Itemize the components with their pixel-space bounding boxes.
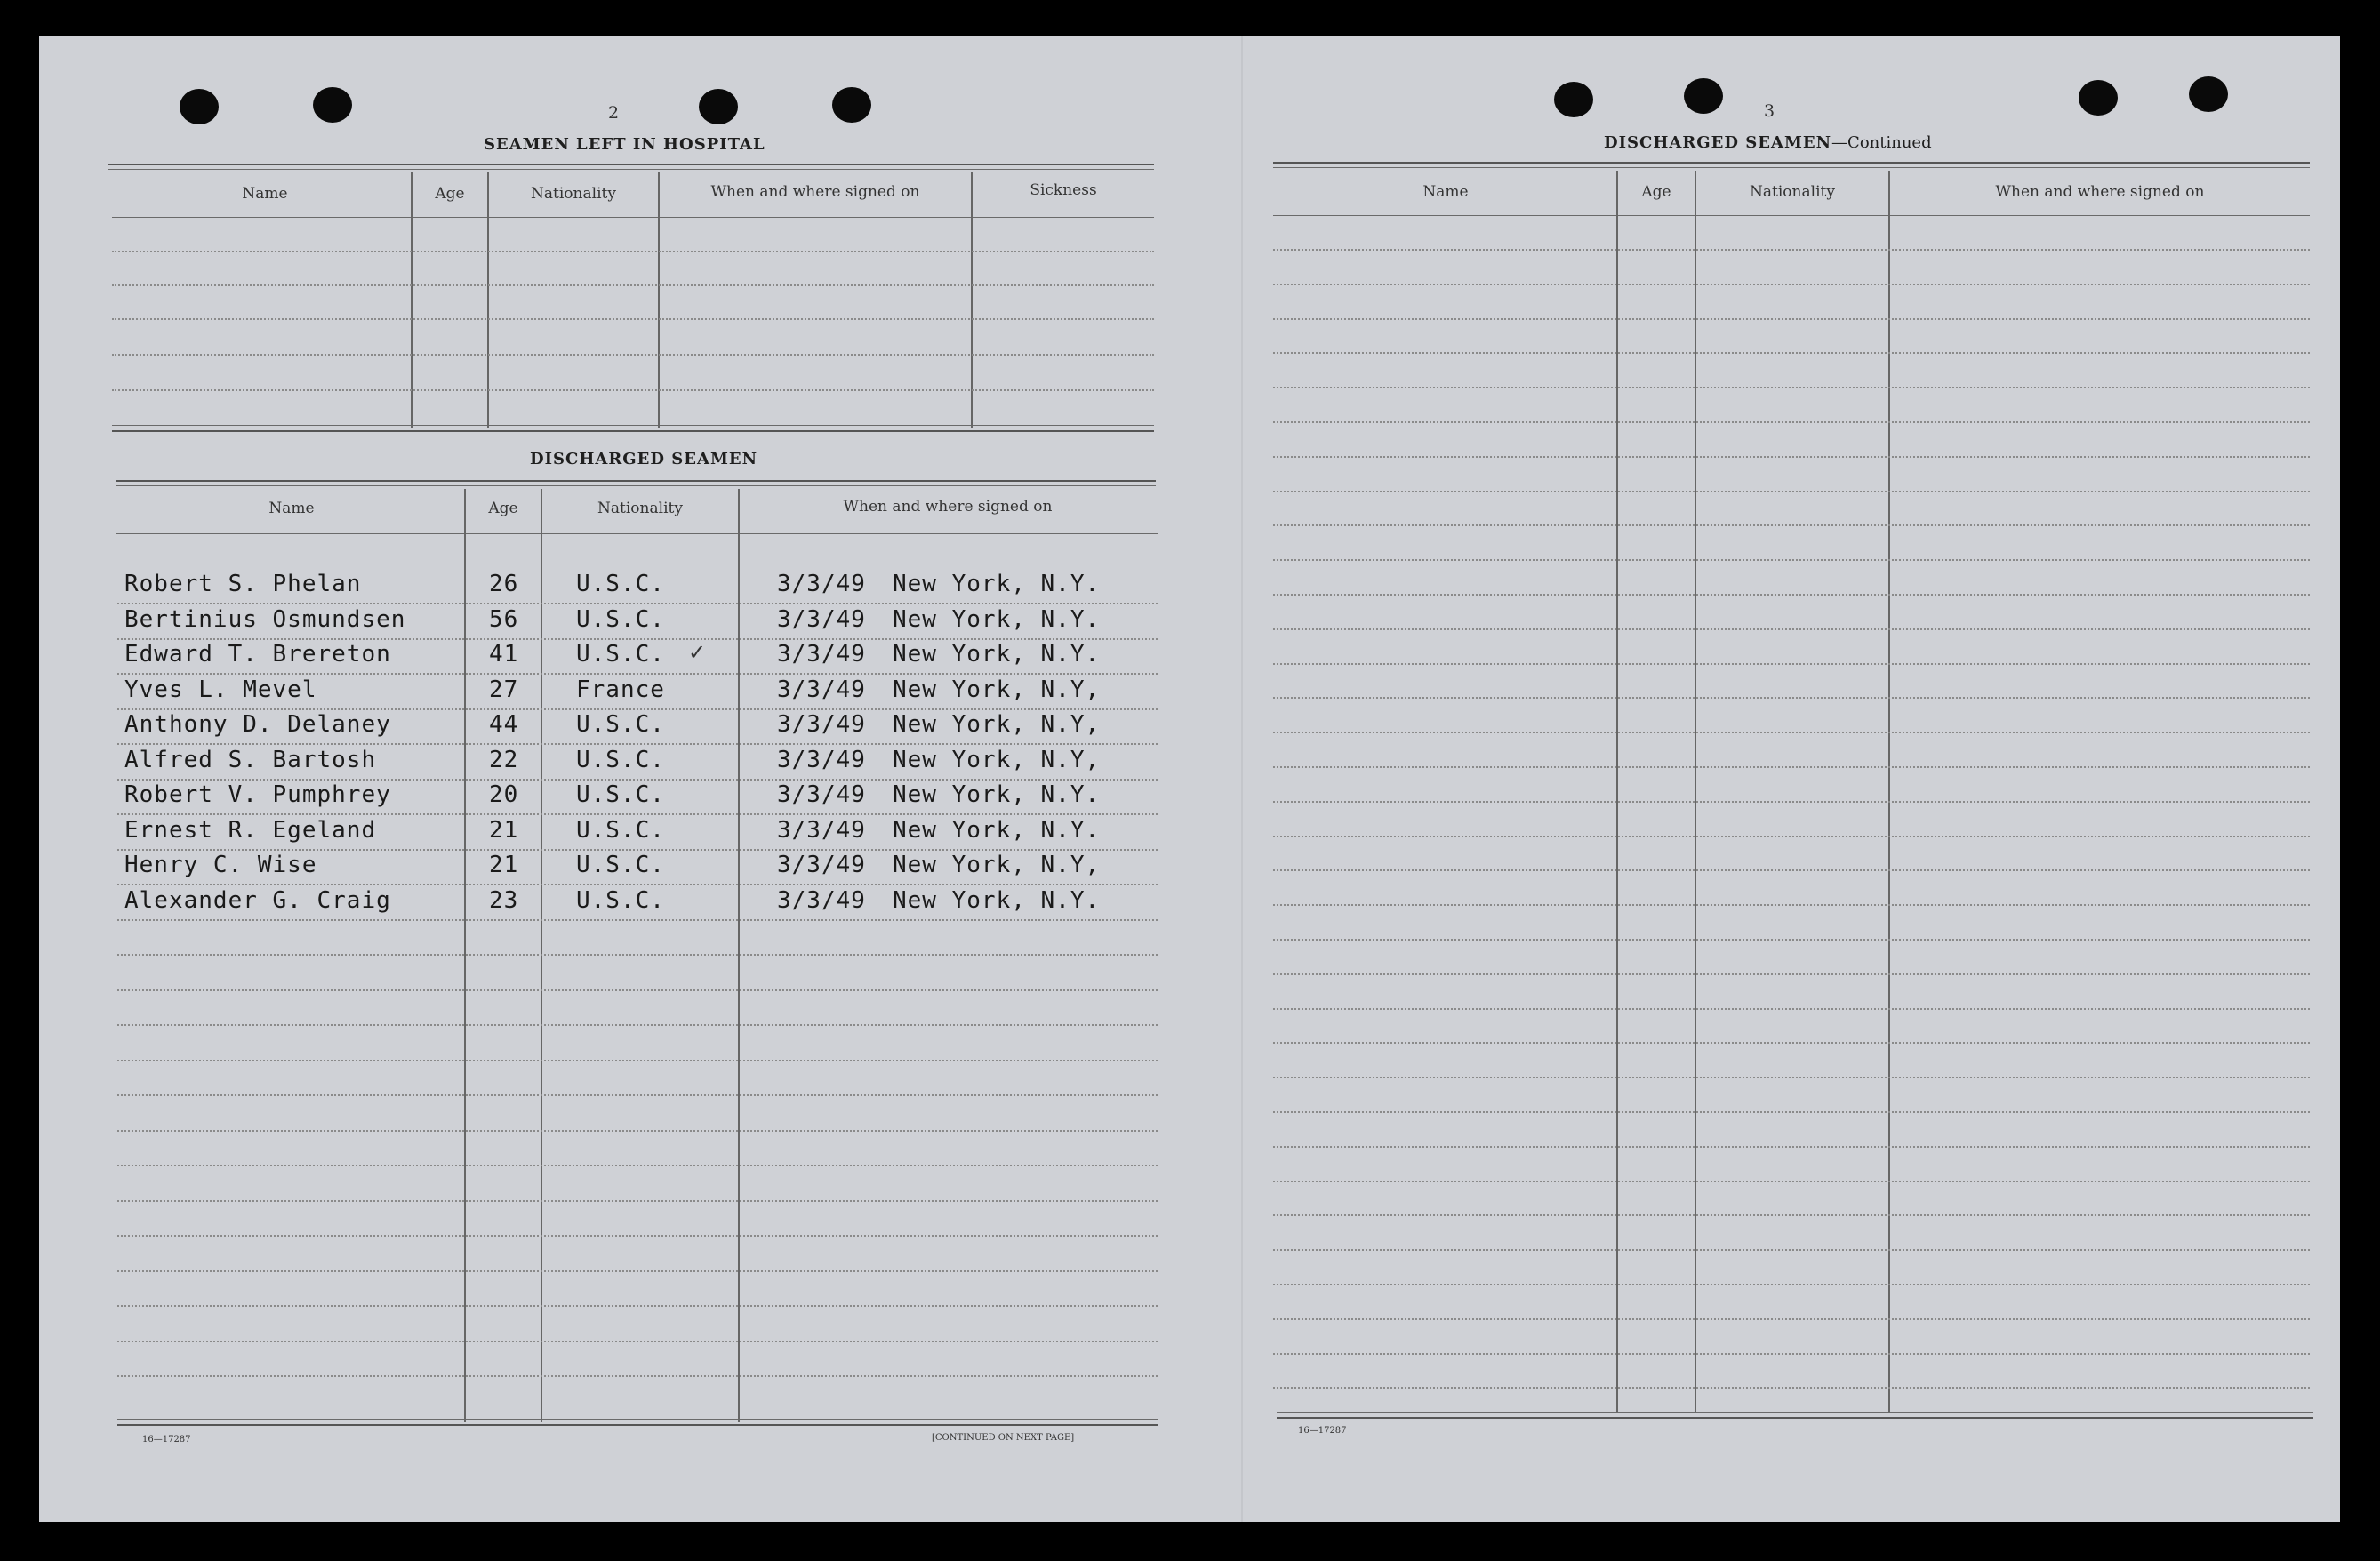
title-main: DISCHARGED SEAMEN bbox=[1604, 133, 1832, 152]
continued-note: [CONTINUED ON NEXT PAGE] bbox=[932, 1433, 1075, 1443]
row-line bbox=[112, 318, 1154, 320]
row-place: New York, N.Y. bbox=[893, 886, 1101, 914]
row-line bbox=[1273, 836, 2310, 837]
row-line bbox=[117, 1094, 1158, 1096]
row-name: Alexander G. Craig bbox=[124, 886, 391, 914]
row-nationality: U.S.C. bbox=[576, 571, 665, 597]
row-line bbox=[1273, 249, 2310, 251]
rule bbox=[117, 1419, 1158, 1420]
row-line bbox=[1273, 352, 2310, 354]
row-line bbox=[117, 1060, 1158, 1061]
punch-hole bbox=[313, 87, 352, 123]
col-header-age: Age bbox=[435, 185, 465, 203]
row-line bbox=[1273, 801, 2310, 803]
row-place: New York, N.Y. bbox=[893, 816, 1101, 844]
row-line bbox=[1273, 318, 2310, 320]
row-age: 22 bbox=[489, 746, 519, 773]
row-line bbox=[1273, 387, 2310, 388]
row-date: 3/3/49 bbox=[777, 886, 866, 914]
row-line bbox=[117, 989, 1158, 991]
column-divider bbox=[1695, 171, 1696, 1412]
row-age: 26 bbox=[489, 571, 519, 597]
row-name: Alfred S. Bartosh bbox=[124, 746, 377, 773]
row-name: Anthony D. Delaney bbox=[124, 711, 391, 738]
row-date: 3/3/49 bbox=[777, 816, 866, 844]
row-line bbox=[1273, 284, 2310, 285]
row-line bbox=[1273, 869, 2310, 871]
col-header-nationality: Nationality bbox=[531, 185, 616, 203]
col-header-age: Age bbox=[488, 500, 518, 517]
row-place: New York, N.Y, bbox=[893, 676, 1101, 703]
row-line bbox=[1273, 904, 2310, 906]
row-age: 41 bbox=[489, 641, 519, 668]
column-divider bbox=[738, 489, 740, 1422]
row-line bbox=[117, 779, 1158, 780]
row-line bbox=[1273, 1077, 2310, 1078]
row-date: 3/3/49 bbox=[777, 605, 866, 633]
punch-hole bbox=[1554, 82, 1593, 117]
row-age: 21 bbox=[489, 852, 519, 878]
row-line bbox=[1273, 697, 2310, 699]
row-line bbox=[112, 389, 1154, 391]
row-line bbox=[117, 1235, 1158, 1237]
row-line bbox=[1273, 1353, 2310, 1355]
rule bbox=[1277, 1412, 2313, 1413]
col-header-age: Age bbox=[1641, 183, 1671, 201]
punch-hole bbox=[699, 89, 738, 124]
row-name: Yves L. Mevel bbox=[124, 676, 317, 703]
row-line bbox=[1273, 973, 2310, 975]
ledger-sheet bbox=[39, 36, 2340, 1522]
row-nationality: U.S.C. bbox=[576, 605, 665, 633]
row-place: New York, N.Y, bbox=[893, 746, 1101, 773]
row-line bbox=[112, 354, 1154, 356]
row-line bbox=[117, 1165, 1158, 1166]
col-header-nationality: Nationality bbox=[597, 500, 683, 517]
row-line bbox=[1273, 1146, 2310, 1148]
title-suffix: —Continued bbox=[1831, 133, 1932, 152]
row-place: New York, N.Y. bbox=[893, 781, 1101, 808]
row-nationality: U.S.C. bbox=[576, 641, 665, 668]
rule bbox=[112, 430, 1154, 432]
row-nationality: U.S.C. bbox=[576, 886, 665, 914]
col-header-signed-on: When and where signed on bbox=[843, 498, 1053, 516]
row-line bbox=[117, 1305, 1158, 1307]
row-line bbox=[1273, 524, 2310, 526]
rule bbox=[1273, 162, 2310, 164]
col-header-sickness: Sickness bbox=[1030, 181, 1097, 199]
row-line bbox=[1273, 594, 2310, 596]
row-name: Edward T. Brereton bbox=[124, 641, 391, 668]
hospital-title: SEAMEN LEFT IN HOSPITAL bbox=[484, 135, 765, 154]
row-line bbox=[1273, 421, 2310, 423]
row-line bbox=[117, 849, 1158, 851]
check-mark: ✓ bbox=[688, 640, 707, 665]
punch-hole bbox=[2189, 76, 2228, 112]
row-nationality: France bbox=[576, 676, 665, 703]
column-divider bbox=[1616, 171, 1618, 1412]
row-name: Robert V. Pumphrey bbox=[124, 781, 391, 808]
row-nationality: U.S.C. bbox=[576, 746, 665, 773]
col-header-name: Name bbox=[268, 500, 315, 517]
row-place: New York, N.Y. bbox=[893, 641, 1101, 668]
rule bbox=[116, 533, 1158, 534]
row-line bbox=[1273, 491, 2310, 492]
row-line bbox=[112, 284, 1154, 286]
row-date: 3/3/49 bbox=[777, 746, 866, 773]
rule bbox=[116, 480, 1156, 482]
page-fold bbox=[1241, 36, 1243, 1522]
column-divider bbox=[464, 489, 466, 1422]
row-line bbox=[1273, 1214, 2310, 1216]
row-line bbox=[117, 1130, 1158, 1132]
row-line bbox=[117, 1024, 1158, 1026]
form-number-left: 16—17287 bbox=[142, 1435, 191, 1445]
page-number-left: 2 bbox=[608, 103, 620, 123]
row-line bbox=[1273, 1284, 2310, 1285]
row-line bbox=[1273, 1318, 2310, 1320]
row-date: 3/3/49 bbox=[777, 641, 866, 668]
row-line bbox=[117, 919, 1158, 921]
punch-hole bbox=[180, 89, 219, 124]
punch-hole bbox=[1684, 78, 1723, 114]
row-place: New York, N.Y. bbox=[893, 605, 1101, 633]
row-line bbox=[117, 743, 1158, 745]
row-date: 3/3/49 bbox=[777, 676, 866, 703]
row-age: 44 bbox=[489, 711, 519, 738]
rule bbox=[108, 164, 1154, 165]
row-line bbox=[117, 884, 1158, 885]
row-line bbox=[1273, 766, 2310, 768]
row-date: 3/3/49 bbox=[777, 711, 866, 738]
row-line bbox=[1273, 1111, 2310, 1113]
row-line bbox=[1273, 1387, 2310, 1389]
page-number-right: 3 bbox=[1764, 101, 1775, 121]
rule bbox=[1277, 1417, 2313, 1419]
row-line bbox=[1273, 939, 2310, 941]
rule bbox=[108, 169, 1154, 170]
row-line bbox=[117, 1341, 1158, 1342]
row-line bbox=[1273, 1181, 2310, 1182]
column-divider bbox=[541, 489, 542, 1422]
row-date: 3/3/49 bbox=[777, 571, 866, 597]
row-name: Robert S. Phelan bbox=[124, 571, 362, 597]
row-line bbox=[1273, 559, 2310, 561]
column-divider bbox=[1888, 171, 1890, 1412]
discharged-title: DISCHARGED SEAMEN bbox=[530, 450, 758, 468]
row-line bbox=[117, 1270, 1158, 1272]
row-name: Henry C. Wise bbox=[124, 852, 317, 878]
col-header-signed-on: When and where signed on bbox=[1995, 183, 2205, 201]
row-nationality: U.S.C. bbox=[576, 781, 665, 808]
row-place: New York, N.Y. bbox=[893, 571, 1101, 597]
discharged-continued-title bbox=[1604, 133, 1932, 152]
row-line bbox=[1273, 456, 2310, 458]
rule bbox=[112, 425, 1154, 426]
row-line bbox=[117, 954, 1158, 956]
row-age: 27 bbox=[489, 676, 519, 703]
rule bbox=[1273, 167, 2310, 168]
row-line bbox=[117, 813, 1158, 815]
rule bbox=[117, 1424, 1158, 1426]
col-header-name: Name bbox=[1422, 183, 1469, 201]
row-age: 20 bbox=[489, 781, 519, 808]
row-date: 3/3/49 bbox=[777, 781, 866, 808]
punch-hole bbox=[2079, 80, 2118, 116]
row-nationality: U.S.C. bbox=[576, 852, 665, 878]
row-line bbox=[117, 603, 1158, 604]
row-name: Bertinius Osmundsen bbox=[124, 605, 406, 633]
rule bbox=[116, 485, 1156, 486]
row-line bbox=[117, 708, 1158, 710]
row-place: New York, N.Y, bbox=[893, 852, 1101, 878]
row-line bbox=[1273, 1042, 2310, 1044]
row-nationality: U.S.C. bbox=[576, 816, 665, 844]
row-line bbox=[1273, 628, 2310, 630]
row-line bbox=[1273, 1008, 2310, 1010]
punch-hole bbox=[832, 87, 871, 123]
row-line bbox=[1273, 732, 2310, 733]
rule bbox=[112, 217, 1154, 218]
col-header-signed-on: When and where signed on bbox=[710, 183, 920, 201]
row-age: 23 bbox=[489, 886, 519, 914]
row-age: 56 bbox=[489, 605, 519, 633]
row-nationality: U.S.C. bbox=[576, 711, 665, 738]
row-name: Ernest R. Egeland bbox=[124, 816, 377, 844]
form-number-right: 16—17287 bbox=[1298, 1426, 1347, 1436]
row-date: 3/3/49 bbox=[777, 852, 866, 878]
row-line bbox=[117, 673, 1158, 675]
row-place: New York, N.Y, bbox=[893, 711, 1101, 738]
row-line bbox=[1273, 1249, 2310, 1251]
row-line bbox=[112, 251, 1154, 252]
row-line bbox=[1273, 663, 2310, 665]
row-line bbox=[117, 1200, 1158, 1202]
row-age: 21 bbox=[489, 816, 519, 844]
rule bbox=[1273, 215, 2310, 216]
row-line bbox=[117, 638, 1158, 640]
col-header-nationality: Nationality bbox=[1750, 183, 1835, 201]
row-line bbox=[117, 1375, 1158, 1377]
col-header-name: Name bbox=[242, 185, 288, 203]
